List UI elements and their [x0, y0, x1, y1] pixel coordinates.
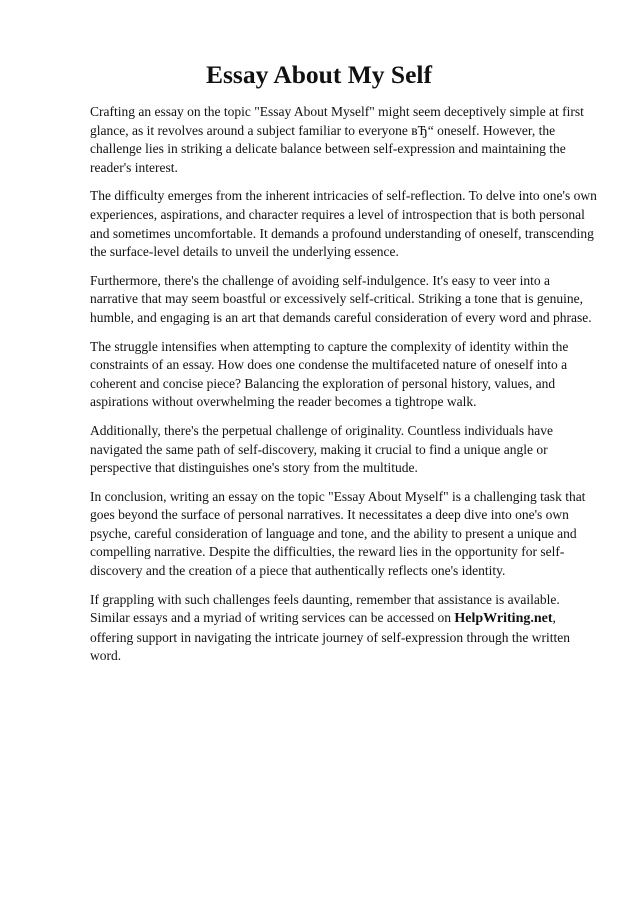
paragraph-2: The difficulty emerges from the inherent intricacies of self-reflection. To delve into one's own experiences, aspirations, and character requires a level of introspection that is both personal and sometimes uncomfortable. It demands a profound understanding of oneself, transcending the surface-level details to unveil the underlying essence. [90, 188, 597, 260]
paragraph-7 [90, 591, 600, 666]
paragraph-7-text-after-link: , offering support in navigating the intricate journey of self-expression through the written word. [90, 610, 571, 664]
document-title: Essay About My Self [206, 60, 432, 89]
document-body [90, 103, 600, 676]
paragraph-7-text-before-link: If grappling with such challenges feels daunting, remember that assistance is available. Similar essays and a myriad of writing services can be accessed on [90, 591, 560, 626]
paragraph-4: The struggle intensifies when attempting to capture the complexity of identity within the constraints of an essay. How does one condense the multifaceted nature of oneself into a coherent and concise piece? Balancing the exploration of personal history, values, and aspirations without overwhelming the reader becomes a tightrope walk. [90, 338, 569, 410]
paragraph-6: In conclusion, writing an essay on the topic "Essay About Myself" is a challenging task that goes beyond the surface of personal narratives. It necessitates a deep dive into one's own psyche, careful consideration of language and tone, and the ability to present a unique and compelling narrative. Despite the difficulties, the reward lies in the opportunity for self-discovery and the creation of a piece that authentically reflects one's identity. [90, 488, 586, 579]
paragraph-1: Crafting an essay on the topic "Essay About Myself" might seem deceptively simple at first glance, as it revolves around a subject familiar to everyone вЂ“ oneself. However, the challenge lies in striking a delicate balance between self-expression and maintaining the reader's interest. [90, 104, 584, 175]
helpwriting-link[interactable]: HelpWriting.net [454, 611, 553, 627]
paragraph-3: Furthermore, there's the challenge of avoiding self-indulgence. It's easy to veer into a narrative that may seem boastful or excessively self-critical. Striking a tone that is genuine, humble, and engaging is an art that demands careful consideration of every word and phrase. [90, 272, 592, 325]
paragraph-5: Additionally, there's the perpetual challenge of originality. Countless individuals have navigated the same path of self-discovery, making it crucial to find a unique angle or perspective that distinguishes one's story from the multitude. [90, 422, 553, 476]
